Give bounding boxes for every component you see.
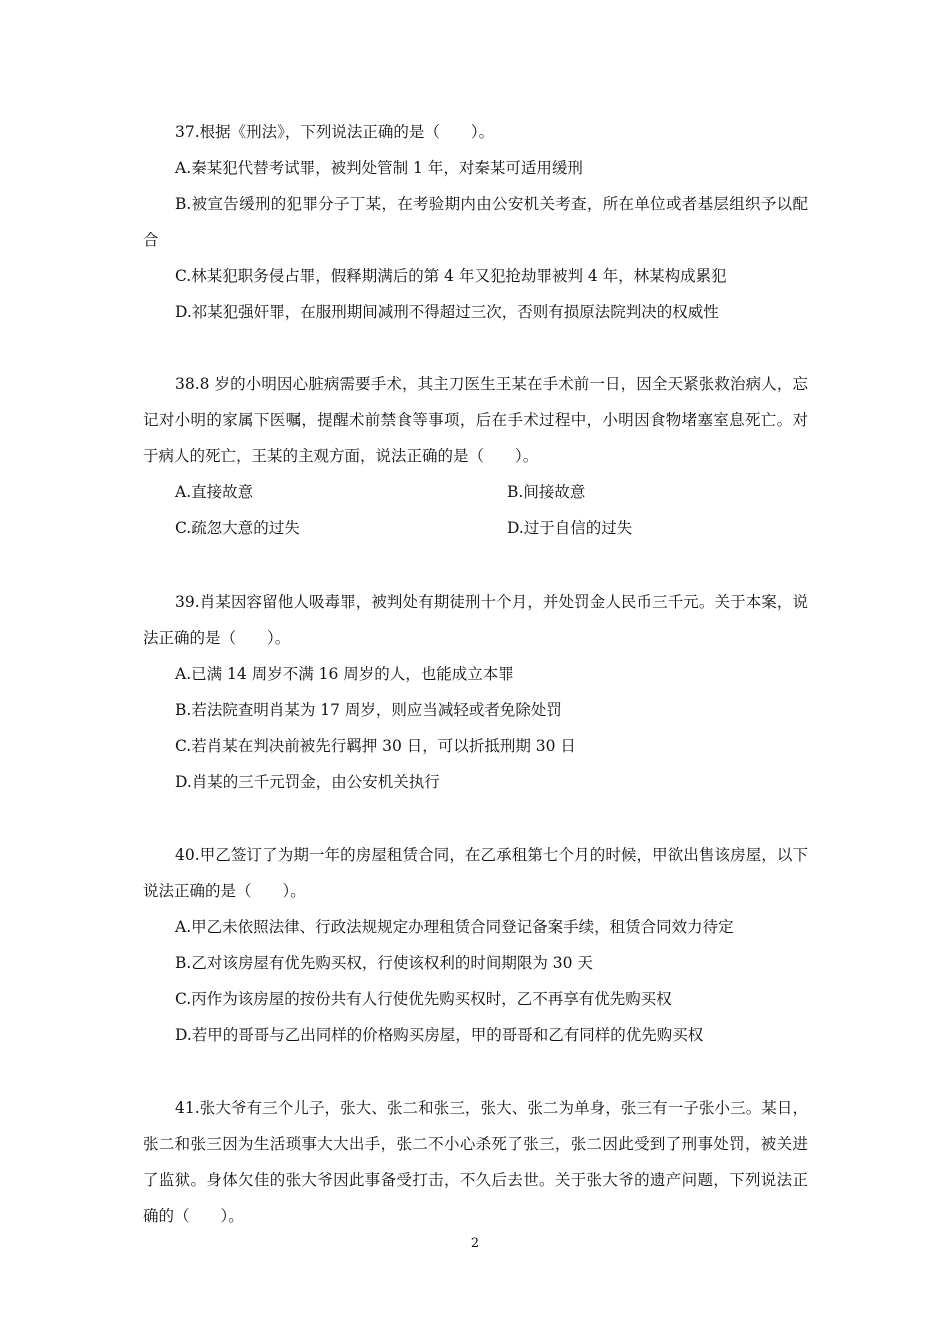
question-37 bbox=[143, 114, 808, 330]
question-41 bbox=[143, 1090, 808, 1234]
question-stem: 38.8 岁的小明因心脏病需要手术，其主刀医生王某在手术前一日，因全天紧张救治病人，忘记对小明的家属下医嘱，提醒术前禁食等事项，后在手术过程中，小明因食物堵塞室息死亡。对于病人的死亡，王某的主观方面，说法正确的是（ ）。 bbox=[143, 375, 808, 465]
question-stem: 37.根据《刑法》，下列说法正确的是（ ）。 bbox=[175, 123, 495, 141]
option-a: A.甲乙未依照法律、行政法规规定办理租赁合同登记备案手续，租赁合同效力待定 bbox=[175, 918, 734, 936]
question-39 bbox=[143, 584, 808, 800]
option-b: B.乙对该房屋有优先购买权，行使该权利的时间期限为 30 天 bbox=[175, 954, 593, 972]
option-b: B.若法院查明肖某为 17 周岁，则应当减轻或者免除处罚 bbox=[175, 701, 562, 719]
option-row bbox=[143, 510, 808, 546]
question-stem: 39.肖某因容留他人吸毒罪，被判处有期徒刑十个月，并处罚金人民币三千元。关于本案，说法正确的是（ ）。 bbox=[143, 593, 808, 647]
option-b: B.被宣告缓刑的犯罪分子丁某，在考验期内由公安机关考查，所在单位或者基层组织予以配合 bbox=[143, 195, 808, 249]
option-c: C.疏忽大意的过失 bbox=[175, 519, 300, 537]
option-d: D.祁某犯强奸罪，在服刑期间减刑不得超过三次，否则有损原法院判决的权威性 bbox=[175, 303, 719, 321]
option-d: D.过于自信的过失 bbox=[507, 519, 633, 537]
question-stem: 40.甲乙签订了为期一年的房屋租赁合同，在乙承租第七个月的时候，甲欲出售该房屋，以下说法正确的是（ ）。 bbox=[143, 846, 808, 900]
option-a: A.秦某犯代替考试罪，被判处管制 1 年，对秦某可适用缓刑 bbox=[175, 159, 583, 177]
question-stem: 41.张大爷有三个儿子，张大、张二和张三，张大、张二为单身，张三有一子张小三。某日，张二和张三因为生活琐事大大出手，张二不小心杀死了张三，张二因此受到了刑事处罚，被关进了监狱。身体欠佳的张大爷因此事备受打击，不久后去世。关于张大爷的遗产问题，下列说法正确的（ ）。 bbox=[143, 1099, 808, 1225]
option-b: B.间接故意 bbox=[507, 483, 586, 501]
option-c: C.若肖某在判决前被先行羁押 30 日，可以折抵刑期 30 日 bbox=[175, 737, 576, 755]
option-row bbox=[143, 474, 808, 510]
question-38 bbox=[143, 366, 808, 546]
option-c: C.丙作为该房屋的按份共有人行使优先购买权时，乙不再享有优先购买权 bbox=[175, 990, 672, 1008]
option-a: A.直接故意 bbox=[175, 483, 254, 501]
option-d: D.肖某的三千元罚金，由公安机关执行 bbox=[175, 773, 440, 791]
option-a: A.已满 14 周岁不满 16 周岁的人，也能成立本罪 bbox=[175, 665, 514, 683]
option-c: C.林某犯职务侵占罪，假释期满后的第 4 年又犯抢劫罪被判 4 年，林某构成累犯 bbox=[175, 267, 727, 285]
option-d: D.若甲的哥哥与乙出同样的价格购买房屋，甲的哥哥和乙有同样的优先购买权 bbox=[175, 1026, 704, 1044]
question-40 bbox=[143, 837, 808, 1053]
page-number: 2 bbox=[470, 1236, 480, 1251]
